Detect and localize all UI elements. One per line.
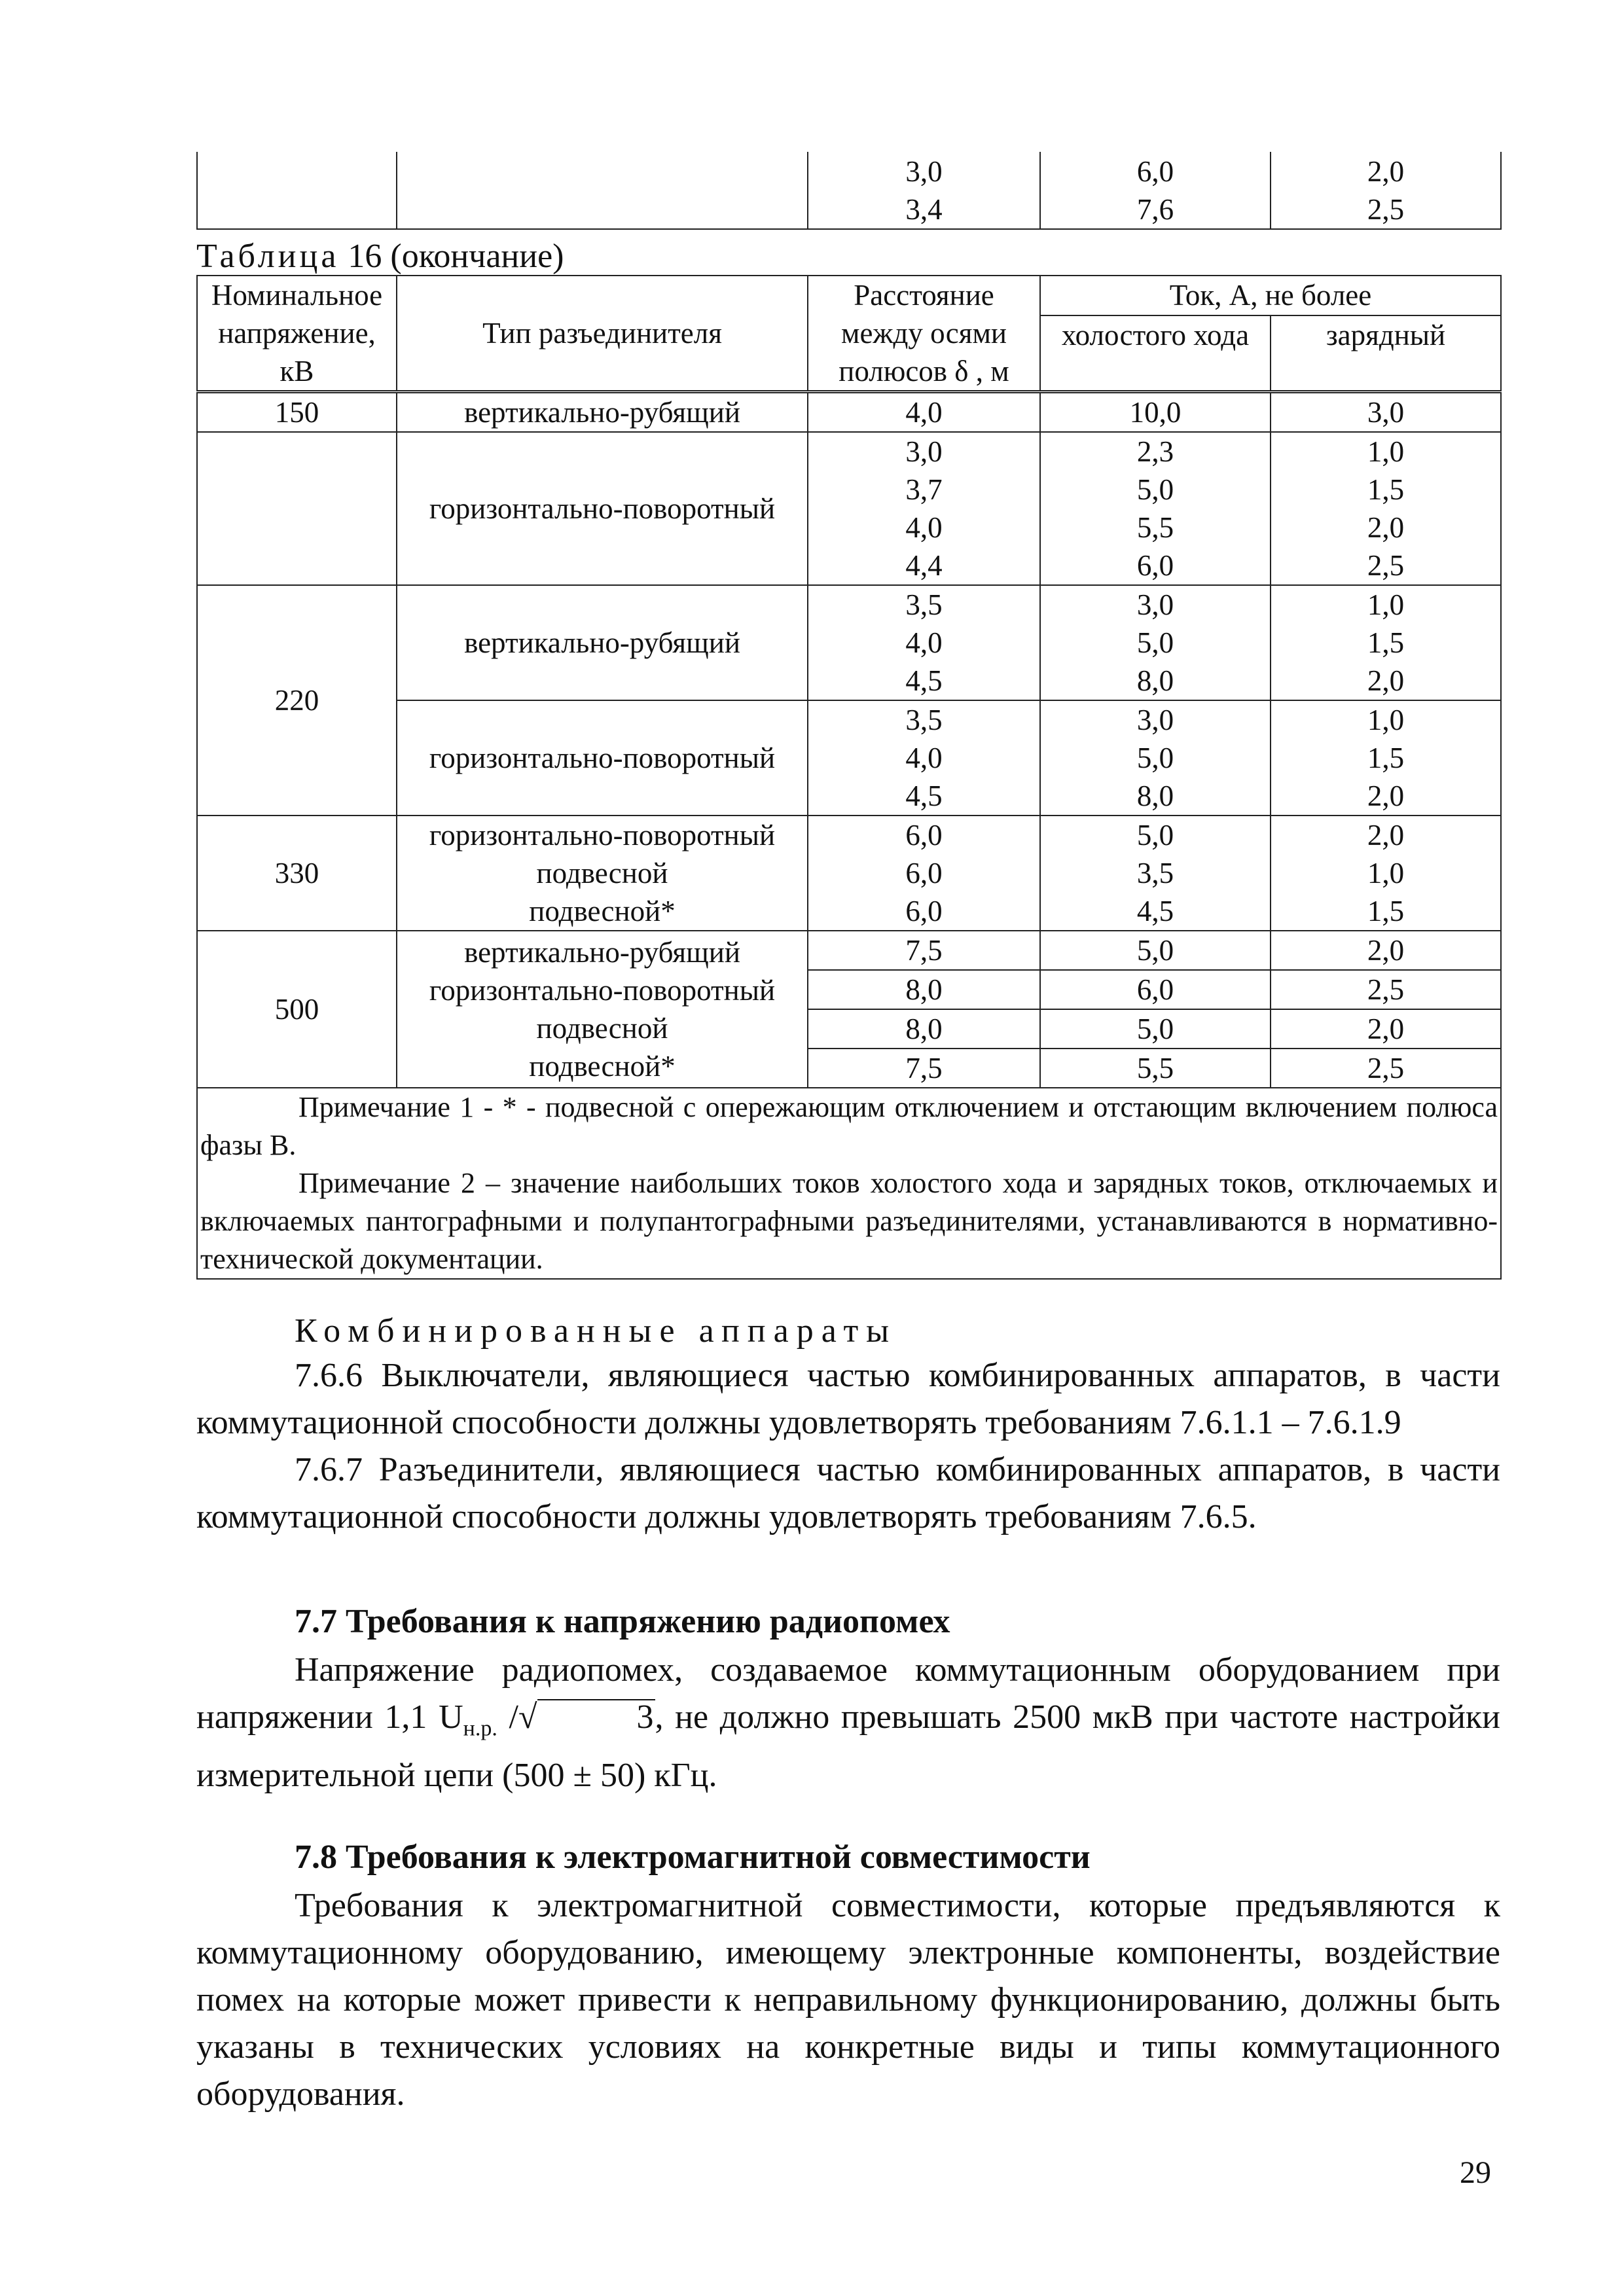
charging-current-cell: 2,5 (1271, 970, 1501, 1009)
distance-cell: 7,5 (808, 1049, 1040, 1088)
note-1: Примечание 1 - * - подвесной с опережающим отключением и отстающим включением полюса фазы B. (200, 1091, 1498, 1161)
type-cell: горизонтально-поворотный (397, 432, 808, 585)
table-notes (197, 1088, 1501, 1279)
emc-text (196, 1882, 1500, 2118)
charging-current-cell: 2,0 (1271, 931, 1501, 970)
no-load-current-cell: 5,0 (1040, 1009, 1271, 1049)
caption-label: Таблица (196, 238, 340, 275)
disconnector-table (196, 275, 1502, 1280)
distance-cell: 3,0 3,7 4,0 4,4 (808, 432, 1040, 585)
caption-suffix: (окончание) (390, 238, 564, 275)
heading-7-7: 7.7 Требования к напряжению радиопомех (295, 1603, 950, 1640)
section-title-combined: Комбинированные аппараты (295, 1312, 897, 1350)
charging-current-cell: 3,0 (1271, 392, 1501, 433)
page-number: 29 (1460, 2155, 1491, 2190)
no-load-current-cell: 2,3 5,0 5,5 6,0 (1040, 432, 1271, 585)
continuation-table (196, 152, 1502, 230)
caption-number: 16 (348, 238, 382, 275)
table-caption (196, 236, 564, 278)
no-load-current-cell: 6,0 (1040, 970, 1271, 1009)
voltage-cell: 220 (197, 585, 397, 816)
paragraph-7-6-7: 7.6.7 Разъединители, являющиеся частью комбинированных аппаратов, в части коммутационной способности должны удовлетворять требованиям 7.6.5. (196, 1451, 1500, 1535)
combined-text (196, 1352, 1500, 1541)
distance-cell: 3,5 4,0 4,5 (808, 585, 1040, 700)
distance-cell: 8,0 (808, 970, 1040, 1009)
charging-current-cell: 1,0 1,5 2,0 2,5 (1271, 432, 1501, 585)
charging-current-cell: 1,0 1,5 2,0 (1271, 700, 1501, 816)
paragraph-radio: Напряжение радиопомех, создаваемое коммутационным оборудованием при напряжении 1,1 $U_{н.р.}$ /√ 3, не должно превышать 2500 мкВ при частоте настройки измерительной цепи (500 ± 50) кГц. (196, 1651, 1500, 1795)
paragraph-7-6-6: 7.6.6 Выключатели, являющиеся частью комбинированных аппаратов, в части коммутационной способности должны удовлетворять требованиям 7.6.1.1 – 7.6.1.9 (196, 1357, 1500, 1441)
type-cell: горизонтально-поворотный (397, 700, 808, 816)
header-current: Ток, А, не более (1040, 276, 1501, 315)
no-load-current-cell: 3,0 5,0 8,0 (1040, 700, 1271, 816)
charging-current-cell: 2,5 (1271, 1049, 1501, 1088)
voltage-cell: 330 (197, 816, 397, 931)
type-cell: вертикально-рубящий (397, 585, 808, 700)
distance-cell: 6,0 6,0 6,0 (808, 816, 1040, 931)
sqrt-three: 3 (537, 1699, 655, 1734)
table-row (197, 392, 1501, 433)
paragraph-emc: Требования к электромагнитной совместимости, которые предъявляются к коммутационному оборудованию, имеющему электронные компоненты, воздействие помех на которые может привести к неправильному функционированию, должны быть указаны в технических условиях на конкретные виды и типы коммутационного оборудования. (196, 1887, 1500, 2113)
table-row (197, 152, 1501, 229)
header-no-load: холостого хода (1040, 315, 1271, 392)
charging-current-cell: 1,0 1,5 2,0 (1271, 585, 1501, 700)
charging-current-cell: 2,0 (1271, 1009, 1501, 1049)
empty-cell (197, 152, 397, 229)
charging-current-cell: 2,0 1,0 1,5 (1271, 816, 1501, 931)
distance-cell: 7,5 (808, 931, 1040, 970)
distance-cell: 3,0 3,4 (808, 152, 1040, 229)
header-voltage: Номинальное напряжение, кВ (197, 276, 397, 392)
table-notes-row (197, 1088, 1501, 1279)
no-load-current-cell: 6,0 7,6 (1040, 152, 1271, 229)
header-charging: зарядный (1271, 315, 1501, 392)
table-row (197, 585, 1501, 700)
table-row (197, 816, 1501, 931)
voltage-cell: 150 (197, 392, 397, 433)
note-2: Примечание 2 – значение наибольших токов холостого хода и зарядных токов, отключаемых и включаемых пантографными и полупантографными разъединителями, устанавливаются в нормативно-технической документации. (200, 1167, 1498, 1275)
table-row (197, 432, 1501, 585)
charging-current-cell: 2,0 2,5 (1271, 152, 1501, 229)
empty-cell (397, 152, 808, 229)
distance-cell: 3,5 4,0 4,5 (808, 700, 1040, 816)
table-header-row (197, 276, 1501, 315)
heading-7-8: 7.8 Требования к электромагнитной совместимости (295, 1839, 1091, 1876)
no-load-current-cell: 10,0 (1040, 392, 1271, 433)
no-load-current-cell: 5,0 (1040, 931, 1271, 970)
distance-cell: 4,0 (808, 392, 1040, 433)
header-distance: Расстояние между осями полюсов δ , м (808, 276, 1040, 392)
table-row (197, 931, 1501, 970)
no-load-current-cell: 3,0 5,0 8,0 (1040, 585, 1271, 700)
header-type: Тип разъединителя (397, 276, 808, 392)
voltage-cell: 500 (197, 931, 397, 1088)
distance-cell: 8,0 (808, 1009, 1040, 1049)
type-cell: вертикально-рубящий горизонтально-поворотный подвесной подвесной* (397, 931, 808, 1088)
radio-text (196, 1647, 1500, 1799)
type-cell: вертикально-рубящий (397, 392, 808, 433)
voltage-cell (197, 432, 397, 585)
type-cell: горизонтально-поворотный подвесной подвесной* (397, 816, 808, 931)
no-load-current-cell: 5,0 3,5 4,5 (1040, 816, 1271, 931)
no-load-current-cell: 5,5 (1040, 1049, 1271, 1088)
